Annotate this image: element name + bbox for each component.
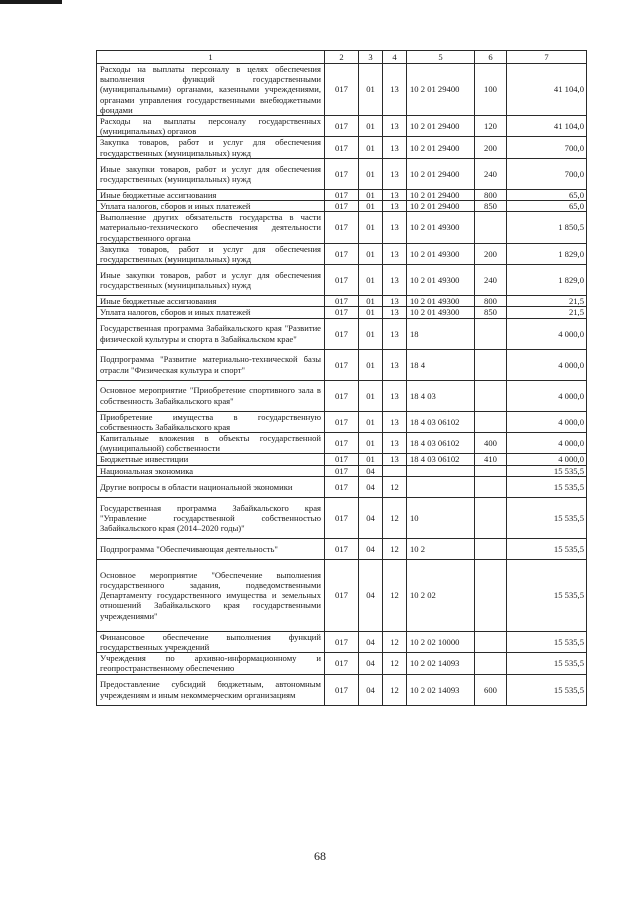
- section-code: 01: [359, 212, 383, 244]
- gov-code: 017: [325, 454, 359, 465]
- expense-type-code: [475, 653, 507, 674]
- amount: 15 535,5: [507, 559, 587, 631]
- table-row: [97, 653, 587, 674]
- header-cell: 7: [507, 51, 587, 64]
- row-name: Учреждения по архивно-информационному и геопространственному обеспечению: [97, 653, 325, 674]
- row-name: Закупка товаров, работ и услуг для обеспечения государственных (муниципальных) нужд: [97, 243, 325, 264]
- row-name: Иные бюджетные ассигнования: [97, 189, 325, 200]
- subsection-code: [383, 465, 407, 476]
- table-row: [97, 476, 587, 497]
- target-article-code: 10 2 01 49300: [407, 296, 475, 307]
- section-code: 04: [359, 631, 383, 652]
- row-name: Предоставление субсидий бюджетным, автономным учреждениям и иным некоммерческим организациям: [97, 674, 325, 705]
- section-code: 01: [359, 454, 383, 465]
- section-code: 04: [359, 674, 383, 705]
- section-code: 01: [359, 243, 383, 264]
- target-article-code: 10 2 01 49300: [407, 243, 475, 264]
- section-code: 01: [359, 318, 383, 349]
- target-article-code: 10 2 02: [407, 559, 475, 631]
- target-article-code: 10 2 01 49300: [407, 212, 475, 244]
- expense-type-code: 800: [475, 296, 507, 307]
- gov-code: 017: [325, 265, 359, 296]
- subsection-code: 13: [383, 433, 407, 454]
- table-row: [97, 64, 587, 116]
- gov-code: 017: [325, 189, 359, 200]
- subsection-code: 13: [383, 116, 407, 137]
- subsection-code: 12: [383, 476, 407, 497]
- table-row: [97, 349, 587, 380]
- section-code: 01: [359, 64, 383, 116]
- subsection-code: 13: [383, 265, 407, 296]
- amount: 1 829,0: [507, 265, 587, 296]
- amount: 1 850,5: [507, 212, 587, 244]
- subsection-code: 13: [383, 137, 407, 158]
- gov-code: 017: [325, 137, 359, 158]
- row-name: Основное мероприятие "Обеспечение выполнения государственного задания, подведомственными Департаменту государственного имущества и земельных отношений Забайкальского края государственными учреждениями": [97, 559, 325, 631]
- gov-code: 017: [325, 116, 359, 137]
- expense-type-code: [475, 212, 507, 244]
- table-header-row: [97, 51, 587, 64]
- subsection-code: 13: [383, 212, 407, 244]
- section-code: 01: [359, 380, 383, 411]
- table-row: [97, 674, 587, 705]
- amount: 4 000,0: [507, 318, 587, 349]
- table-row: [97, 559, 587, 631]
- row-name: Уплата налогов, сборов и иных платежей: [97, 201, 325, 212]
- target-article-code: 18: [407, 318, 475, 349]
- row-name: Приобретение имущества в государственную собственность Забайкальского края: [97, 411, 325, 432]
- expense-type-code: 200: [475, 243, 507, 264]
- section-code: 01: [359, 265, 383, 296]
- expense-type-code: 400: [475, 433, 507, 454]
- section-code: 01: [359, 201, 383, 212]
- target-article-code: 10 2 01 29400: [407, 189, 475, 200]
- gov-code: 017: [325, 212, 359, 244]
- gov-code: 017: [325, 674, 359, 705]
- amount: 15 535,5: [507, 653, 587, 674]
- subsection-code: 13: [383, 318, 407, 349]
- subsection-code: 13: [383, 158, 407, 189]
- target-article-code: 10 2 01 29400: [407, 158, 475, 189]
- row-name: Государственная программа Забайкальского края "Управление государственной собственностью Забайкальского края (2014–2020 годы)": [97, 497, 325, 538]
- subsection-code: 13: [383, 243, 407, 264]
- table-row: [97, 497, 587, 538]
- table-row: [97, 454, 587, 465]
- expense-type-code: 410: [475, 454, 507, 465]
- expense-type-code: 240: [475, 265, 507, 296]
- amount: 15 535,5: [507, 631, 587, 652]
- amount: 4 000,0: [507, 349, 587, 380]
- gov-code: 017: [325, 465, 359, 476]
- amount: 65,0: [507, 201, 587, 212]
- target-article-code: 10 2 01 29400: [407, 116, 475, 137]
- gov-code: 017: [325, 64, 359, 116]
- table-row: [97, 116, 587, 137]
- scan-corner-mark: [0, 0, 62, 4]
- header-cell: 5: [407, 51, 475, 64]
- row-name: Национальная экономика: [97, 465, 325, 476]
- table-body: [97, 64, 587, 706]
- subsection-code: 13: [383, 411, 407, 432]
- row-name: Другие вопросы в области национальной экономики: [97, 476, 325, 497]
- target-article-code: 10 2 02 10000: [407, 631, 475, 652]
- amount: 15 535,5: [507, 476, 587, 497]
- gov-code: 017: [325, 433, 359, 454]
- gov-code: 017: [325, 201, 359, 212]
- row-name: Иные закупки товаров, работ и услуг для обеспечения государственных (муниципальных) нужд: [97, 265, 325, 296]
- header-cell: 2: [325, 51, 359, 64]
- table-row: [97, 433, 587, 454]
- section-code: 04: [359, 465, 383, 476]
- table-row: [97, 243, 587, 264]
- expense-type-code: [475, 538, 507, 559]
- table-row: [97, 318, 587, 349]
- amount: 15 535,5: [507, 538, 587, 559]
- row-name: Иные бюджетные ассигнования: [97, 296, 325, 307]
- target-article-code: 18 4 03 06102: [407, 411, 475, 432]
- row-name: Государственная программа Забайкальского края "Развитие физической культуры и спорта в Забайкальском крае": [97, 318, 325, 349]
- gov-code: 017: [325, 349, 359, 380]
- header-cell: 6: [475, 51, 507, 64]
- section-code: 04: [359, 497, 383, 538]
- budget-table: [96, 50, 587, 706]
- expense-type-code: [475, 318, 507, 349]
- table-row: [97, 212, 587, 244]
- amount: 21,5: [507, 307, 587, 318]
- gov-code: 017: [325, 296, 359, 307]
- subsection-code: 12: [383, 538, 407, 559]
- target-article-code: 10 2 01 49300: [407, 265, 475, 296]
- section-code: 01: [359, 349, 383, 380]
- expense-type-code: 850: [475, 201, 507, 212]
- expense-type-code: 800: [475, 189, 507, 200]
- subsection-code: 13: [383, 349, 407, 380]
- expense-type-code: 120: [475, 116, 507, 137]
- gov-code: 017: [325, 538, 359, 559]
- expense-type-code: [475, 631, 507, 652]
- row-name: Финансовое обеспечение выполнения функций государственных учреждений: [97, 631, 325, 652]
- amount: 15 535,5: [507, 465, 587, 476]
- row-name: Уплата налогов, сборов и иных платежей: [97, 307, 325, 318]
- section-code: 01: [359, 307, 383, 318]
- gov-code: 017: [325, 380, 359, 411]
- target-article-code: 10 2: [407, 538, 475, 559]
- table-row: [97, 631, 587, 652]
- target-article-code: 18 4: [407, 349, 475, 380]
- subsection-code: 12: [383, 653, 407, 674]
- section-code: 01: [359, 433, 383, 454]
- row-name: Расходы на выплаты персоналу государственных (муниципальных) органов: [97, 116, 325, 137]
- gov-code: 017: [325, 318, 359, 349]
- expense-type-code: 600: [475, 674, 507, 705]
- subsection-code: 13: [383, 454, 407, 465]
- table-row: [97, 137, 587, 158]
- amount: 4 000,0: [507, 380, 587, 411]
- gov-code: 017: [325, 307, 359, 318]
- gov-code: 017: [325, 653, 359, 674]
- subsection-code: 13: [383, 64, 407, 116]
- expense-type-code: [475, 349, 507, 380]
- subsection-code: 12: [383, 497, 407, 538]
- target-article-code: 10 2 02 14093: [407, 674, 475, 705]
- row-name: Подпрограмма "Обеспечивающая деятельность": [97, 538, 325, 559]
- section-code: 04: [359, 476, 383, 497]
- amount: 41 104,0: [507, 116, 587, 137]
- subsection-code: 13: [383, 296, 407, 307]
- gov-code: 017: [325, 559, 359, 631]
- expense-type-code: [475, 559, 507, 631]
- gov-code: 017: [325, 243, 359, 264]
- table-row: [97, 296, 587, 307]
- expense-type-code: 100: [475, 64, 507, 116]
- row-name: Бюджетные инвестиции: [97, 454, 325, 465]
- row-name: Капитальные вложения в объекты государственной (муниципальной) собственности: [97, 433, 325, 454]
- amount: 65,0: [507, 189, 587, 200]
- gov-code: 017: [325, 476, 359, 497]
- row-name: Закупка товаров, работ и услуг для обеспечения государственных (муниципальных) нужд: [97, 137, 325, 158]
- row-name: Основное мероприятие "Приобретение спортивного зала в собственность Забайкальского края": [97, 380, 325, 411]
- target-article-code: [407, 476, 475, 497]
- amount: 41 104,0: [507, 64, 587, 116]
- table-row: [97, 465, 587, 476]
- amount: 21,5: [507, 296, 587, 307]
- subsection-code: 13: [383, 201, 407, 212]
- subsection-code: 13: [383, 307, 407, 318]
- target-article-code: 10 2 01 49300: [407, 307, 475, 318]
- expense-type-code: 850: [475, 307, 507, 318]
- section-code: 04: [359, 559, 383, 631]
- section-code: 01: [359, 137, 383, 158]
- expense-type-code: [475, 380, 507, 411]
- amount: 700,0: [507, 158, 587, 189]
- amount: 15 535,5: [507, 497, 587, 538]
- target-article-code: 10 2 01 29400: [407, 201, 475, 212]
- subsection-code: 12: [383, 559, 407, 631]
- target-article-code: 18 4 03: [407, 380, 475, 411]
- table-row: [97, 307, 587, 318]
- header-cell: 4: [383, 51, 407, 64]
- table-row: [97, 189, 587, 200]
- target-article-code: 10: [407, 497, 475, 538]
- header-cell: 1: [97, 51, 325, 64]
- gov-code: 017: [325, 631, 359, 652]
- gov-code: 017: [325, 158, 359, 189]
- section-code: 01: [359, 116, 383, 137]
- amount: 15 535,5: [507, 674, 587, 705]
- table-row: [97, 380, 587, 411]
- amount: 1 829,0: [507, 243, 587, 264]
- section-code: 01: [359, 296, 383, 307]
- expense-type-code: 200: [475, 137, 507, 158]
- amount: 700,0: [507, 137, 587, 158]
- target-article-code: 18 4 03 06102: [407, 454, 475, 465]
- expense-type-code: [475, 497, 507, 538]
- table-row: [97, 265, 587, 296]
- section-code: 04: [359, 538, 383, 559]
- gov-code: 017: [325, 411, 359, 432]
- expense-type-code: [475, 465, 507, 476]
- subsection-code: 12: [383, 631, 407, 652]
- row-name: Расходы на выплаты персоналу в целях обеспечения выполнения функций государственными (муниципальными) органами, казенными учреждениями, органами управления государственными внебюджетными фондами: [97, 64, 325, 116]
- table-row: [97, 201, 587, 212]
- section-code: 01: [359, 189, 383, 200]
- target-article-code: 10 2 01 29400: [407, 137, 475, 158]
- target-article-code: 10 2 01 29400: [407, 64, 475, 116]
- table-row: [97, 538, 587, 559]
- expense-type-code: 240: [475, 158, 507, 189]
- amount: 4 000,0: [507, 433, 587, 454]
- table-row: [97, 158, 587, 189]
- expense-type-code: [475, 411, 507, 432]
- gov-code: 017: [325, 497, 359, 538]
- row-name: Подпрограмма "Развитие материально-технической базы отрасли "Физическая культура и спорт": [97, 349, 325, 380]
- subsection-code: 13: [383, 189, 407, 200]
- target-article-code: [407, 465, 475, 476]
- subsection-code: 12: [383, 674, 407, 705]
- amount: 4 000,0: [507, 454, 587, 465]
- row-name: Иные закупки товаров, работ и услуг для обеспечения государственных (муниципальных) нужд: [97, 158, 325, 189]
- section-code: 01: [359, 411, 383, 432]
- target-article-code: 18 4 03 06102: [407, 433, 475, 454]
- section-code: 04: [359, 653, 383, 674]
- table-row: [97, 411, 587, 432]
- target-article-code: 10 2 02 14093: [407, 653, 475, 674]
- amount: 4 000,0: [507, 411, 587, 432]
- section-code: 01: [359, 158, 383, 189]
- subsection-code: 13: [383, 380, 407, 411]
- row-name: Выполнение других обязательств государства в части материально-технического обеспечения деятельности государственного органа: [97, 212, 325, 244]
- page-number: 68: [314, 849, 326, 863]
- expense-type-code: [475, 476, 507, 497]
- header-cell: 3: [359, 51, 383, 64]
